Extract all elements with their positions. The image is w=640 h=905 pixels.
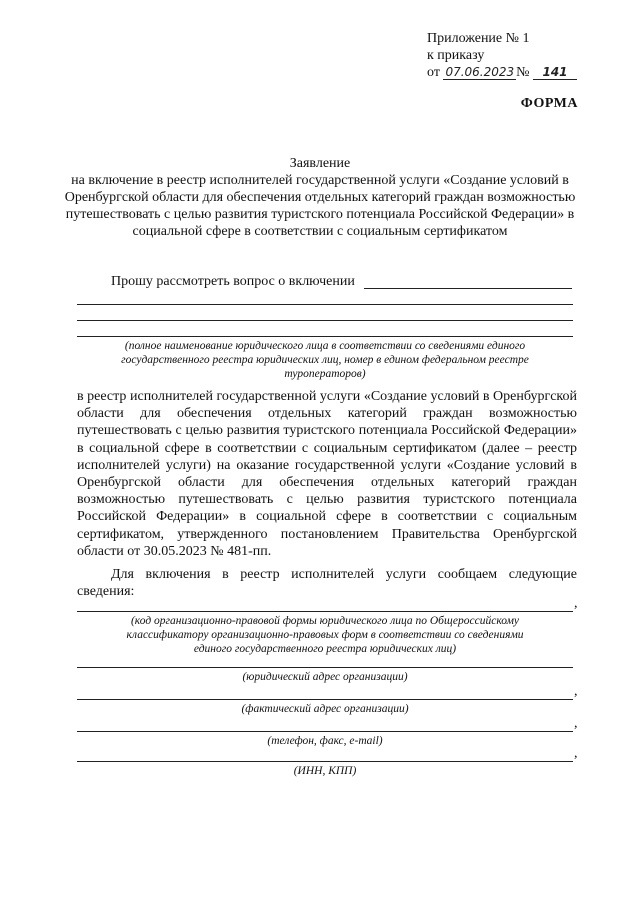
appendix-block bbox=[427, 30, 577, 81]
appendix-order-label: к приказу bbox=[427, 48, 485, 63]
opf-code-caption: (код организационно-правовой формы юридического лица по Общероссийскому классификатору организационно-правовых форм в соответствии со сведениями единого государственного реестра юридических лиц) bbox=[126, 615, 524, 655]
appendix-number-label: № bbox=[516, 65, 530, 80]
entity-name-caption: (полное наименование юридического лица в соответствии со сведениями единого государственного реестра юридических лиц, номер в едином федеральном реестре туроператоров) bbox=[121, 340, 529, 380]
form-label: ФОРМА bbox=[520, 96, 578, 111]
request-text: Прошу рассмотреть вопрос о включении bbox=[111, 274, 355, 289]
info-intro bbox=[77, 566, 577, 600]
entity-name-line-2[interactable] bbox=[77, 320, 573, 321]
opf-code-line[interactable] bbox=[77, 611, 573, 612]
entity-name-line-3[interactable] bbox=[77, 336, 573, 337]
contacts-line[interactable] bbox=[77, 731, 573, 732]
body-paragraph: в реестр исполнителей государственной услуги «Создание условий в Оренбургской области для обеспечения отдельных категорий граждан возможностью путешествовать с целью развития туристского потенциала Российской Федерации» в социальной сфере в соответствии с социальным сертификатом (далее – реестр исполнителей услуги) на оказание государственной услуги «Создание условий в Оренбургской области для обеспечения отдельных категорий граждан возможностью путешествовать с целью развития туристского потенциала Российской Федерации» в социальной сфере в соответствии с социальным сертификатом, утвержденного постановлением Правительства Оренбургской области от 30.05.2023 № 481-пп. bbox=[77, 389, 577, 559]
appendix-from-label: от bbox=[427, 65, 440, 80]
title-heading: Заявление bbox=[289, 156, 351, 171]
request-fill-line[interactable] bbox=[364, 288, 572, 289]
actual-address-comma: , bbox=[574, 684, 578, 699]
appendix-title: Приложение № 1 bbox=[427, 31, 530, 46]
title-subtitle: на включение в реестр исполнителей государственной услуги «Создание условий в Оренбургской области для обеспечения отдельных категорий граждан возможностью путешествовать с целью развития туристского потенциала Российской Федерации» в социальной сфере в соответствии с социальным сертификатом bbox=[64, 173, 576, 239]
inn-kpp-line[interactable] bbox=[77, 761, 573, 762]
actual-address-line[interactable] bbox=[77, 699, 573, 700]
inn-kpp-caption: (ИНН, КПП) bbox=[293, 765, 357, 777]
legal-address-line[interactable] bbox=[77, 667, 573, 668]
handwritten-number: 141 bbox=[533, 65, 577, 80]
appendix-date-number-line bbox=[427, 64, 577, 81]
handwritten-date: 07.06.2023 bbox=[445, 65, 515, 79]
contacts-caption: (телефон, факс, e-mail) bbox=[267, 735, 383, 747]
inn-kpp-comma: , bbox=[574, 746, 578, 761]
info-intro-line2: сведения: bbox=[77, 584, 135, 599]
info-intro-line1: Для включения в реестр исполнителей услуги сообщаем следующие bbox=[111, 567, 577, 582]
legal-address-caption: (юридический адрес организации) bbox=[242, 671, 408, 683]
opf-code-comma: , bbox=[574, 596, 578, 611]
actual-address-caption: (фактический адрес организации) bbox=[241, 703, 409, 715]
entity-name-line-1[interactable] bbox=[77, 304, 573, 305]
contacts-comma: , bbox=[574, 716, 578, 731]
document-title bbox=[60, 155, 580, 240]
